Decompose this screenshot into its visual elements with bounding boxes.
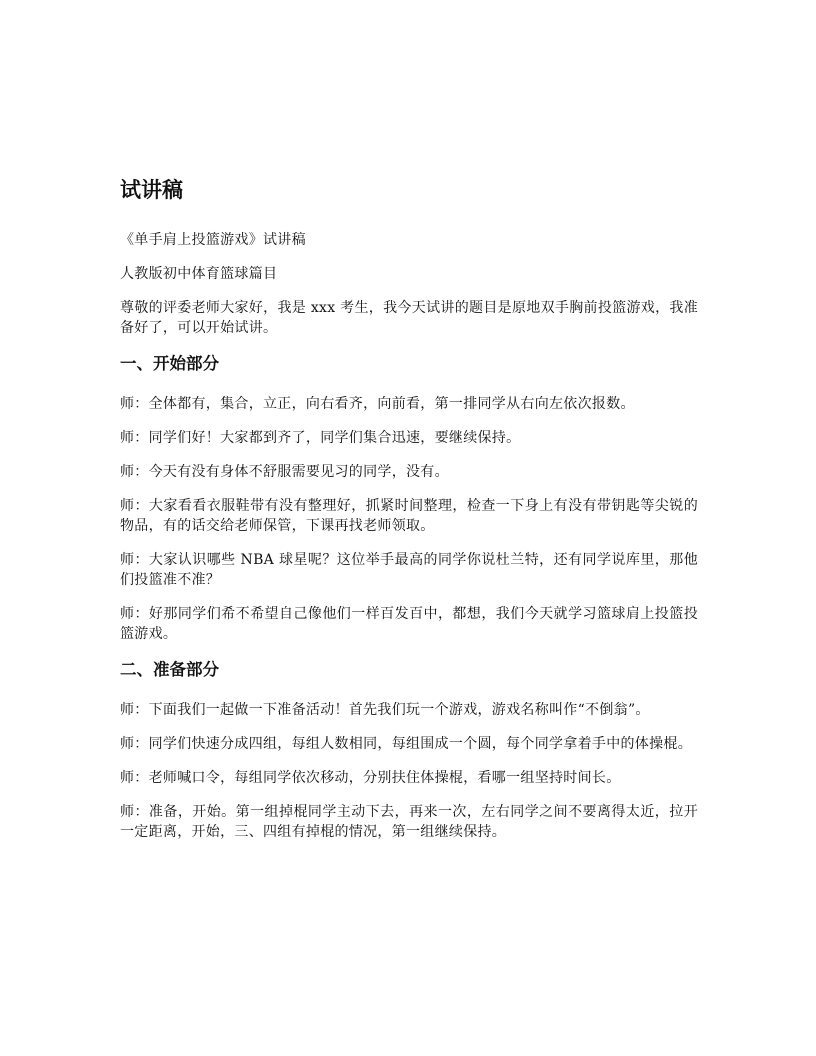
paragraph: 师：同学们快速分成四组，每组人数相同，每组围成一个圆，每个同学拿着手中的体操棍。 bbox=[120, 736, 692, 752]
paragraph: 师：大家看看衣服鞋带有没有整理好，抓紧时间整理，检查一下身上有没有带钥匙等尖锐的物品，有的话交给老师保管，下课再找老师领取。 bbox=[120, 498, 698, 534]
document-page bbox=[120, 170, 698, 856]
paragraph: 师：准备，开始。第一组掉棍同学主动下去，再来一次，左右同学之间不要离得太近，拉开一定距离，开始，三、四组有掉棍的情况，第一组继续保持。 bbox=[120, 804, 698, 840]
paragraph: 师：大家认识哪些 NBA 球星呢？这位举手最高的同学你说杜兰特，还有同学说库里，那他们投篮准不准？ bbox=[120, 552, 698, 588]
document-title: 试讲稿 bbox=[120, 178, 183, 202]
section-heading-warmup: 二、准备部分 bbox=[120, 660, 219, 679]
lecture-title: 《单手肩上投篮游戏》试讲稿 bbox=[120, 232, 306, 248]
paragraph: 师：今天有没有身体不舒服需要见习的同学，没有。 bbox=[120, 464, 449, 480]
paragraph: 师：下面我们一起做一下准备活动！首先我们玩一个游戏，游戏名称叫作“不倒翁”。 bbox=[120, 702, 650, 718]
textbook-note: 人教版初中体育篮球篇目 bbox=[120, 266, 278, 282]
paragraph: 师：老师喊口令，每组同学依次移动，分别扶住体操棍，看哪一组坚持时间长。 bbox=[120, 770, 621, 786]
section-heading-start: 一、开始部分 bbox=[120, 354, 219, 373]
paragraph: 师：同学们好！大家都到齐了，同学们集合迅速，要继续保持。 bbox=[120, 430, 521, 446]
opening-greeting: 尊敬的评委老师大家好，我是 xxx 考生，我今天试讲的题目是原地双手胸前投篮游戏，我准备好了，可以开始试讲。 bbox=[120, 300, 698, 336]
paragraph: 师：全体都有，集合，立正，向右看齐，向前看，第一排同学从右向左依次报数。 bbox=[120, 396, 635, 412]
paragraph: 师：好那同学们希不希望自己像他们一样百发百中，都想，我们今天就学习篮球肩上投篮投篮游戏。 bbox=[120, 606, 698, 642]
